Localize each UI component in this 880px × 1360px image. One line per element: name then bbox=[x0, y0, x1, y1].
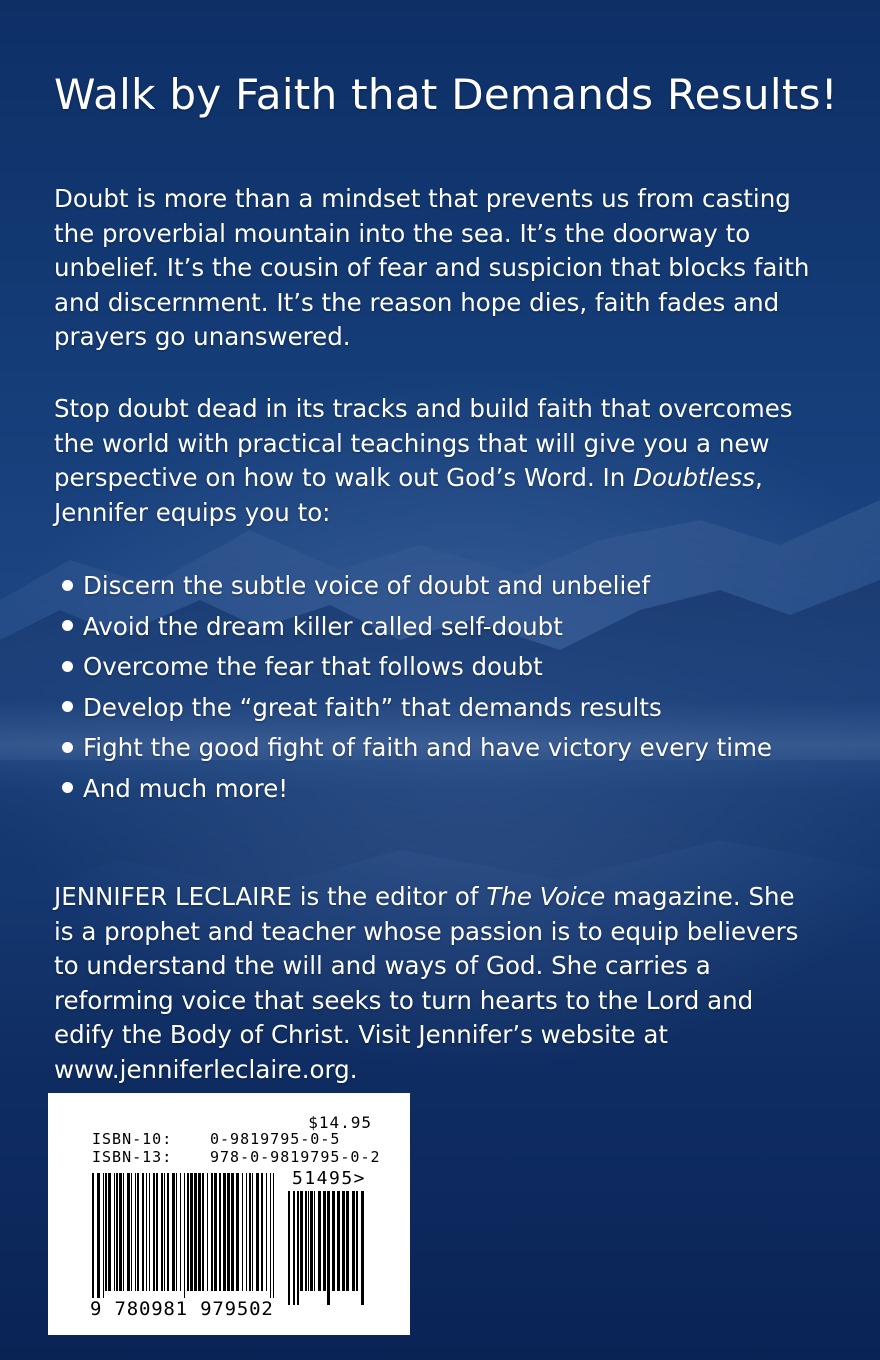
price-addon-digits: 51495> bbox=[292, 1168, 367, 1189]
author-bio-text-after-magazine: magazine. She is a prophet and teacher whose passion is to equip believers to understand the will and ways of God. She carries a reforming voice that seeks to turn hearts to the Lord and edify the Body of Christ. Visit Jennifer’s website at www.jenniferleclaire.org. bbox=[54, 882, 799, 1084]
barcode-bar bbox=[356, 1191, 358, 1291]
barcode-bar bbox=[288, 1191, 290, 1305]
barcode-bar bbox=[190, 1173, 193, 1291]
barcode-bar bbox=[252, 1173, 253, 1291]
barcode-bar bbox=[337, 1191, 340, 1291]
bullet-dot-icon bbox=[62, 742, 73, 753]
bullet-dot-icon bbox=[62, 661, 73, 672]
bullet-dot-icon bbox=[62, 782, 73, 793]
barcode-bar bbox=[176, 1173, 177, 1291]
magazine-title: The Voice bbox=[486, 882, 606, 911]
isbn13-value: 978-0-9819795-0-2 bbox=[210, 1148, 381, 1166]
barcode-bar bbox=[219, 1173, 221, 1291]
barcode-bar bbox=[300, 1191, 303, 1291]
benefits-list bbox=[62, 566, 772, 809]
barcode-bar bbox=[135, 1173, 136, 1291]
barcode-bar bbox=[137, 1173, 139, 1291]
list-item-text: Discern the subtle voice of doubt and unbelief bbox=[83, 571, 650, 600]
barcode-bar bbox=[323, 1191, 326, 1291]
barcode-bar bbox=[198, 1173, 201, 1291]
barcode-bar bbox=[194, 1173, 197, 1291]
list-item-text: Avoid the dream killer called self-doubt bbox=[83, 611, 563, 641]
barcode-bar bbox=[310, 1191, 313, 1291]
barcode-bar bbox=[256, 1173, 259, 1291]
isbn10-row bbox=[92, 1130, 340, 1148]
barcode-bar bbox=[314, 1191, 315, 1291]
isbn-barcode-panel bbox=[48, 1093, 410, 1335]
barcode-bar bbox=[327, 1191, 330, 1305]
barcode-bar bbox=[123, 1173, 124, 1291]
author-bio bbox=[54, 880, 814, 1087]
barcode-bar bbox=[297, 1191, 299, 1305]
list-item bbox=[62, 566, 772, 607]
barcode-bar bbox=[270, 1173, 271, 1305]
barcode-bar bbox=[214, 1173, 217, 1291]
list-item-text: And much more! bbox=[83, 773, 289, 803]
barcode-bar bbox=[131, 1173, 132, 1291]
ean13-barcode-bars bbox=[90, 1173, 278, 1305]
isbn10-label: ISBN-10: bbox=[92, 1130, 173, 1148]
barcode-bar bbox=[352, 1191, 355, 1291]
barcode-number: 9 780981 979502 bbox=[90, 1298, 274, 1320]
barcode-bar bbox=[346, 1191, 349, 1291]
barcode-bar bbox=[273, 1173, 274, 1305]
list-item bbox=[62, 688, 772, 729]
barcode-bar bbox=[127, 1173, 130, 1291]
barcode-bar bbox=[180, 1173, 181, 1291]
barcode-bar bbox=[236, 1173, 239, 1291]
barcode-bar bbox=[142, 1173, 144, 1291]
barcode-bar bbox=[249, 1173, 251, 1291]
bullet-dot-icon bbox=[62, 620, 73, 631]
list-item bbox=[62, 647, 772, 688]
barcode-bar bbox=[227, 1173, 230, 1291]
barcode-bar bbox=[223, 1173, 226, 1291]
list-item bbox=[62, 728, 772, 769]
barcode-bar bbox=[153, 1173, 155, 1291]
bullet-dot-icon bbox=[62, 701, 73, 712]
barcode-bar bbox=[184, 1173, 185, 1305]
price-label: $14.95 bbox=[308, 1113, 372, 1132]
barcode-bar bbox=[202, 1173, 204, 1291]
barcode-bar bbox=[92, 1173, 94, 1305]
list-item-text: Overcome the fear that follows doubt bbox=[83, 652, 543, 681]
barcode-bar bbox=[105, 1173, 107, 1291]
barcode-bar bbox=[231, 1173, 234, 1291]
barcode-bar bbox=[361, 1191, 364, 1305]
description-text-after-title: , Jennifer equips you to: bbox=[54, 463, 763, 527]
list-item bbox=[62, 607, 772, 648]
barcode-bar bbox=[161, 1173, 163, 1291]
headline: Walk by Faith that Demands Results! bbox=[54, 70, 838, 119]
barcode-bar bbox=[97, 1173, 100, 1305]
barcode-bar bbox=[305, 1191, 307, 1291]
barcode-bar bbox=[332, 1191, 335, 1291]
barcode-bar bbox=[114, 1173, 115, 1291]
list-item-text: Develop the “great faith” that demands results bbox=[83, 692, 662, 722]
barcode-bar bbox=[187, 1173, 189, 1291]
barcode-bar bbox=[108, 1173, 111, 1291]
description-paragraph bbox=[54, 392, 814, 530]
barcode-bar bbox=[242, 1173, 243, 1291]
isbn10-value: 0-9819795-0-5 bbox=[210, 1130, 341, 1148]
barcode-bar bbox=[164, 1173, 165, 1291]
bullet-dot-icon bbox=[62, 580, 73, 591]
isbn13-row bbox=[92, 1148, 381, 1166]
intro-paragraph: Doubt is more than a mindset that prevents us from casting the proverbial mountain into the sea. It’s the doorway to unbelief. It’s the cousin of fear and suspicion that blocks faith and discernment. It’s the reason hope dies, faith fades and prayers go unanswered. bbox=[54, 184, 810, 351]
list-item-text: Fight the good fight of faith and have victory every time bbox=[83, 733, 773, 762]
book-title: Doubtless bbox=[633, 463, 756, 492]
isbn13-label: ISBN-13: bbox=[92, 1148, 173, 1166]
barcode-bar bbox=[318, 1191, 321, 1291]
barcode-bar bbox=[211, 1173, 213, 1291]
author-bio-text-before-magazine: JENNIFER LECLAIRE is the editor of bbox=[54, 882, 487, 911]
barcode-bar bbox=[207, 1173, 208, 1291]
barcode-bar bbox=[246, 1173, 247, 1291]
barcode-bar bbox=[103, 1173, 104, 1305]
barcode-bar bbox=[308, 1191, 309, 1291]
barcode-bar bbox=[172, 1173, 175, 1291]
price-addon-barcode-bars bbox=[286, 1191, 368, 1305]
barcode-bar bbox=[146, 1173, 147, 1291]
barcode-bar bbox=[342, 1191, 345, 1291]
description-text-before-title: Stop doubt dead in its tracks and build faith that overcomes the world with practical teachings that will give you a new perspective on how to walk out God’s Word. In bbox=[54, 394, 793, 492]
barcode-bar bbox=[116, 1173, 118, 1291]
barcode-bar bbox=[156, 1173, 158, 1291]
list-item bbox=[62, 769, 772, 810]
barcode-bar bbox=[293, 1191, 295, 1305]
barcode-bar bbox=[119, 1173, 122, 1291]
barcode-bar bbox=[149, 1173, 150, 1291]
barcode-bar bbox=[261, 1173, 263, 1291]
barcode-bar bbox=[167, 1173, 169, 1291]
barcode-bar bbox=[266, 1173, 267, 1291]
